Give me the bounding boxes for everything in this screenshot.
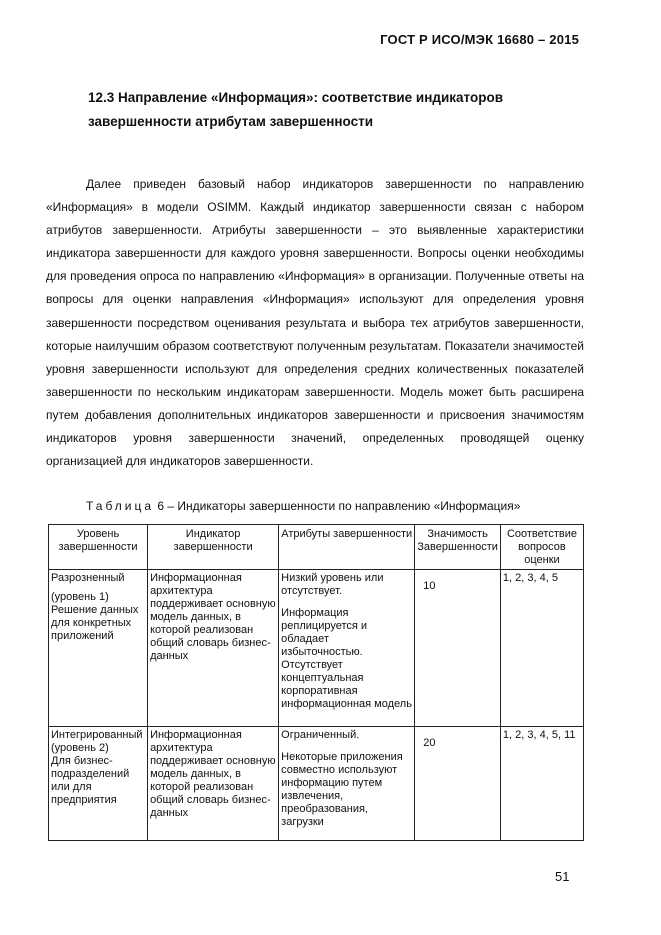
attribute-detail: Информация реплицируется и обладает избыточностью. Отсутствует концептуальная корпоративная информационная модель xyxy=(281,607,412,710)
attribute-summary: Ограниченный. xyxy=(281,729,360,741)
table-row xyxy=(49,727,584,841)
level-number: (уровень 1) xyxy=(51,591,109,603)
page-number: 51 xyxy=(555,869,570,884)
significance-cell: 10 xyxy=(415,570,501,727)
indicator-cell: Информационная архитектура поддерживает основную модель данных, в которой реализован общий словарь бизнес-данных xyxy=(148,727,279,841)
section-heading-line-1: 12.3 Направление «Информация»: соответствие индикаторов xyxy=(88,90,503,105)
document-code: ГОСТ Р ИСО/МЭК 16680 – 2015 xyxy=(380,32,579,47)
section-heading-line-2: завершенности атрибутам завершенности xyxy=(88,114,374,129)
header-level: Уровень завершенности xyxy=(49,525,148,570)
attributes-cell xyxy=(279,570,415,727)
table-caption-text: 6 – Индикаторы завершенности по направлению «Информация» xyxy=(154,499,521,513)
level-name: Интегрированный (уровень 2) xyxy=(51,729,143,754)
section-heading xyxy=(88,86,568,134)
table-row xyxy=(49,570,584,727)
level-scope: Решение данных для конкретных приложений xyxy=(51,604,139,642)
significance-cell: 20 xyxy=(415,727,501,841)
level-cell xyxy=(49,727,148,841)
attributes-cell xyxy=(279,727,415,841)
table-caption-word: Таблица xyxy=(86,499,155,513)
level-scope: Для бизнес-подразделений или для предприятия xyxy=(51,755,130,806)
questions-cell: 1, 2, 3, 4, 5, 11 xyxy=(500,727,583,841)
level-cell xyxy=(49,570,148,727)
attribute-detail: Некоторые приложения совместно используют информацию путем извлечения, преобразования, загрузки xyxy=(281,751,403,828)
header-indicator: Индикатор завершенности xyxy=(148,525,279,570)
indicator-cell: Информационная архитектура поддерживает основную модель данных, в которой реализован общий словарь бизнес-данных xyxy=(148,570,279,727)
attribute-summary: Низкий уровень или отсутствует. xyxy=(281,572,384,597)
header-significance: Значимость Завершенности xyxy=(415,525,501,570)
table-header-row xyxy=(49,525,584,570)
maturity-indicators-table xyxy=(48,524,584,841)
level-name: Разрозненный xyxy=(51,572,125,584)
questions-cell: 1, 2, 3, 4, 5 xyxy=(500,570,583,727)
header-attributes: Атрибуты завершенности xyxy=(279,525,415,570)
header-questions: Соответствие вопросов оценки xyxy=(500,525,583,570)
body-paragraph: Далее приведен базовый набор индикаторов завершенности по направлению «Информация» в модели OSIMM. Каждый индикатор завершенности связан с набором атрибутов завершенности. Атрибуты завершенности – это выявленные характеристики индикатора завершенности для каждого уровня завершенности. Вопросы оценки необходимы для проведения опроса по направлению «Информация» в организации. Полученные ответы на вопросы для оценки направления «Информация» используют для определения уровня завершенности посредством оценивания результата и выбора тех атрибутов завершенности, которые наилучшим образом соответствуют полученным результатам. Показатели значимостей уровня завершенности используют для определения средних количественных показателей завершенности по нескольким индикаторам завершенности. Модель может быть расширена путем добавления дополнительных индикаторов завершенности и присвоения значимостям индикаторов уровня завершенности значений, определенных проводящей оценку организацией для индикаторов завершенности. xyxy=(46,177,584,469)
table-caption xyxy=(86,499,520,513)
